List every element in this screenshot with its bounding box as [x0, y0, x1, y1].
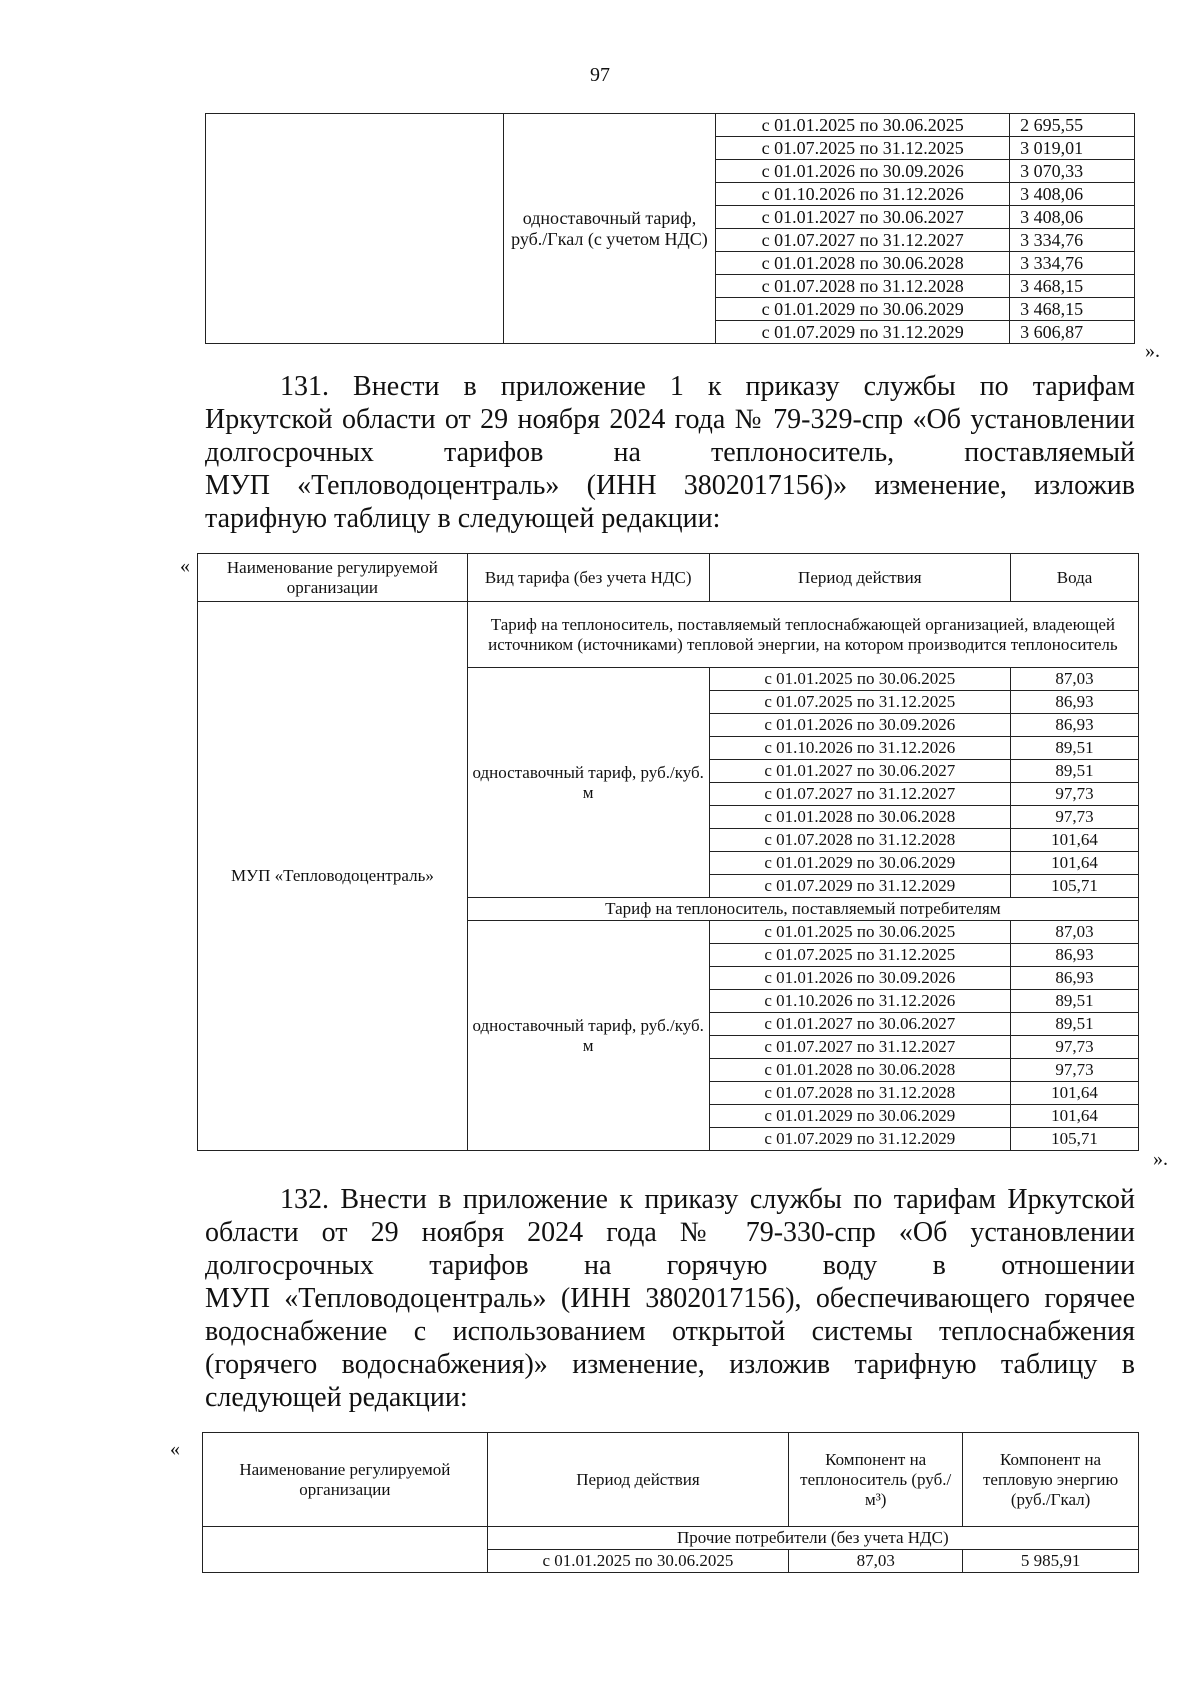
- period-cell: с 01.01.2027 по 30.06.2027: [709, 760, 1011, 783]
- value-cell: 89,51: [1011, 760, 1139, 783]
- value-cell: 101,64: [1011, 1105, 1139, 1128]
- value-cell: 2 695,55: [1010, 114, 1135, 137]
- period-cell: с 01.01.2026 по 30.09.2026: [716, 160, 1010, 183]
- para132-line: 132. Внести в приложение к приказу службы по тарифам Иркутской: [280, 1184, 1135, 1215]
- section-title: Прочие потребители (без учета НДС): [487, 1527, 1138, 1550]
- period-cell: с 01.01.2028 по 30.06.2028: [716, 252, 1010, 275]
- value-cell: 89,51: [1011, 990, 1139, 1013]
- period-cell: с 01.01.2027 по 30.06.2027: [709, 1013, 1011, 1036]
- period-cell: с 01.01.2029 по 30.06.2029: [709, 852, 1011, 875]
- value-cell: 101,64: [1011, 829, 1139, 852]
- header-tariff-type: Вид тарифа (без учета НДС): [467, 554, 709, 602]
- period-cell: с 01.07.2025 по 31.12.2025: [716, 137, 1010, 160]
- para132-line: водоснабжение с использованием открытой системы теплоснабжения: [205, 1316, 1135, 1347]
- table2-close-quote: ».: [1153, 1148, 1168, 1170]
- org-cell-empty: [203, 1527, 488, 1573]
- value-cell: 97,73: [1011, 806, 1139, 829]
- period-cell: с 01.01.2025 по 30.06.2025: [716, 114, 1010, 137]
- period-cell: с 01.10.2026 по 31.12.2026: [709, 737, 1011, 760]
- para131-line: МУП «Тепловодоцентраль» (ИНН 3802017156)» изменение, изложив: [205, 470, 1135, 501]
- header-org: Наименование регулируемой организации: [198, 554, 468, 602]
- para132-line: долгосрочных тарифов на горячую воду в отношении: [205, 1250, 1135, 1281]
- table3-open-quote: «: [170, 1438, 180, 1460]
- value-cell: 86,93: [1011, 691, 1139, 714]
- period-cell: с 01.07.2025 по 31.12.2025: [709, 944, 1011, 967]
- paragraph-131: [205, 370, 1135, 535]
- period-cell: с 01.01.2028 по 30.06.2028: [709, 1059, 1011, 1082]
- heat-value-cell: 5 985,91: [963, 1550, 1139, 1573]
- tariff-table-continuation: [205, 113, 1135, 344]
- tariff-type-cell: одноставочный тариф, руб./Гкал (с учетом НДС): [503, 114, 716, 344]
- para131-line: долгосрочных тарифов на теплоноситель, поставляемый: [205, 437, 1135, 468]
- coolant-tariff-table: [197, 553, 1139, 1151]
- org-name-cell: МУП «Тепловодоцентраль»: [198, 602, 468, 1151]
- coolant-value-cell: 87,03: [789, 1550, 963, 1573]
- header-org: Наименование регулируемой организации: [203, 1433, 488, 1527]
- header-heat-component: Компонент на тепловую энергию (руб./Гкал): [963, 1433, 1139, 1527]
- value-cell: 86,93: [1011, 714, 1139, 737]
- value-cell: 86,93: [1011, 944, 1139, 967]
- period-cell: с 01.07.2027 по 31.12.2027: [716, 229, 1010, 252]
- value-cell: 3 019,01: [1010, 137, 1135, 160]
- period-cell: с 01.10.2026 по 31.12.2026: [716, 183, 1010, 206]
- value-cell: 3 334,76: [1010, 252, 1135, 275]
- para132-line: области от 29 ноября 2024 года № 79-330-спр «Об установлении: [205, 1217, 1135, 1248]
- value-cell: 105,71: [1011, 875, 1139, 898]
- period-cell: с 01.07.2025 по 31.12.2025: [709, 691, 1011, 714]
- header-period: Период действия: [487, 1433, 789, 1527]
- value-cell: 97,73: [1011, 1036, 1139, 1059]
- period-cell: с 01.01.2027 по 30.06.2027: [716, 206, 1010, 229]
- org-cell-empty: [206, 114, 504, 344]
- header-coolant-component: Компонент на теплоноситель (руб./м³): [789, 1433, 963, 1527]
- value-cell: 97,73: [1011, 1059, 1139, 1082]
- para132-line: МУП «Тепловодоцентраль» (ИНН 3802017156), обеспечивающего горячее: [205, 1283, 1135, 1314]
- para131-line: 131. Внести в приложение 1 к приказу службы по тарифам: [280, 371, 1135, 402]
- value-cell: 101,64: [1011, 852, 1139, 875]
- period-cell: с 01.01.2029 по 30.06.2029: [709, 1105, 1011, 1128]
- para132-line: следующей редакции:: [205, 1382, 468, 1413]
- value-cell: 3 334,76: [1010, 229, 1135, 252]
- period-cell: с 01.07.2029 по 31.12.2029: [716, 321, 1010, 344]
- table1-close-quote: ».: [1145, 340, 1160, 362]
- period-cell: с 01.07.2029 по 31.12.2029: [709, 1128, 1011, 1151]
- period-cell: с 01.07.2028 по 31.12.2028: [709, 829, 1011, 852]
- period-cell: с 01.07.2027 по 31.12.2027: [709, 783, 1011, 806]
- table-row: [206, 114, 1135, 137]
- value-cell: 3 468,15: [1010, 275, 1135, 298]
- table2-open-quote: «: [180, 555, 190, 577]
- period-cell: с 01.01.2025 по 30.06.2025: [709, 668, 1011, 691]
- period-cell: с 01.07.2028 по 31.12.2028: [716, 275, 1010, 298]
- value-cell: 3 606,87: [1010, 321, 1135, 344]
- value-cell: 3 468,15: [1010, 298, 1135, 321]
- period-cell: с 01.07.2029 по 31.12.2029: [709, 875, 1011, 898]
- period-cell: с 01.07.2028 по 31.12.2028: [709, 1082, 1011, 1105]
- value-cell: 3 408,06: [1010, 183, 1135, 206]
- period-cell: с 01.01.2025 по 30.06.2025: [709, 921, 1011, 944]
- period-cell: с 01.07.2027 по 31.12.2027: [709, 1036, 1011, 1059]
- period-cell: с 01.01.2026 по 30.09.2026: [709, 714, 1011, 737]
- header-water: Вода: [1011, 554, 1139, 602]
- value-cell: 105,71: [1011, 1128, 1139, 1151]
- section-title: Тариф на теплоноситель, поставляемый потребителям: [467, 898, 1138, 921]
- value-cell: 101,64: [1011, 1082, 1139, 1105]
- period-cell: с 01.01.2025 по 30.06.2025: [487, 1550, 789, 1573]
- period-cell: с 01.01.2028 по 30.06.2028: [709, 806, 1011, 829]
- value-cell: 87,03: [1011, 668, 1139, 691]
- header-period: Период действия: [709, 554, 1011, 602]
- period-cell: с 01.01.2029 по 30.06.2029: [716, 298, 1010, 321]
- value-cell: 3 408,06: [1010, 206, 1135, 229]
- period-cell: с 01.01.2026 по 30.09.2026: [709, 967, 1011, 990]
- value-cell: 86,93: [1011, 967, 1139, 990]
- value-cell: 89,51: [1011, 737, 1139, 760]
- page-number: 97: [590, 64, 610, 86]
- tariff-type-cell: одноставочный тариф, руб./куб. м: [467, 668, 709, 898]
- para132-line: (горячего водоснабжения)» изменение, изложив тарифную таблицу в: [205, 1349, 1135, 1380]
- value-cell: 87,03: [1011, 921, 1139, 944]
- tariff-type-cell: одноставочный тариф, руб./куб. м: [467, 921, 709, 1151]
- period-cell: с 01.10.2026 по 31.12.2026: [709, 990, 1011, 1013]
- value-cell: 89,51: [1011, 1013, 1139, 1036]
- paragraph-132: [205, 1183, 1135, 1414]
- value-cell: 97,73: [1011, 783, 1139, 806]
- value-cell: 3 070,33: [1010, 160, 1135, 183]
- hot-water-tariff-table: [202, 1432, 1139, 1573]
- section-title: Тариф на теплоноситель, поставляемый теплоснабжающей организацией, владеющей источником (источниками) тепловой энергии, на котором производится теплоноситель: [467, 602, 1138, 668]
- para131-line: тарифную таблицу в следующей редакции:: [205, 503, 721, 534]
- para131-line: Иркутской области от 29 ноября 2024 года № 79-329-спр «Об установлении: [205, 404, 1135, 435]
